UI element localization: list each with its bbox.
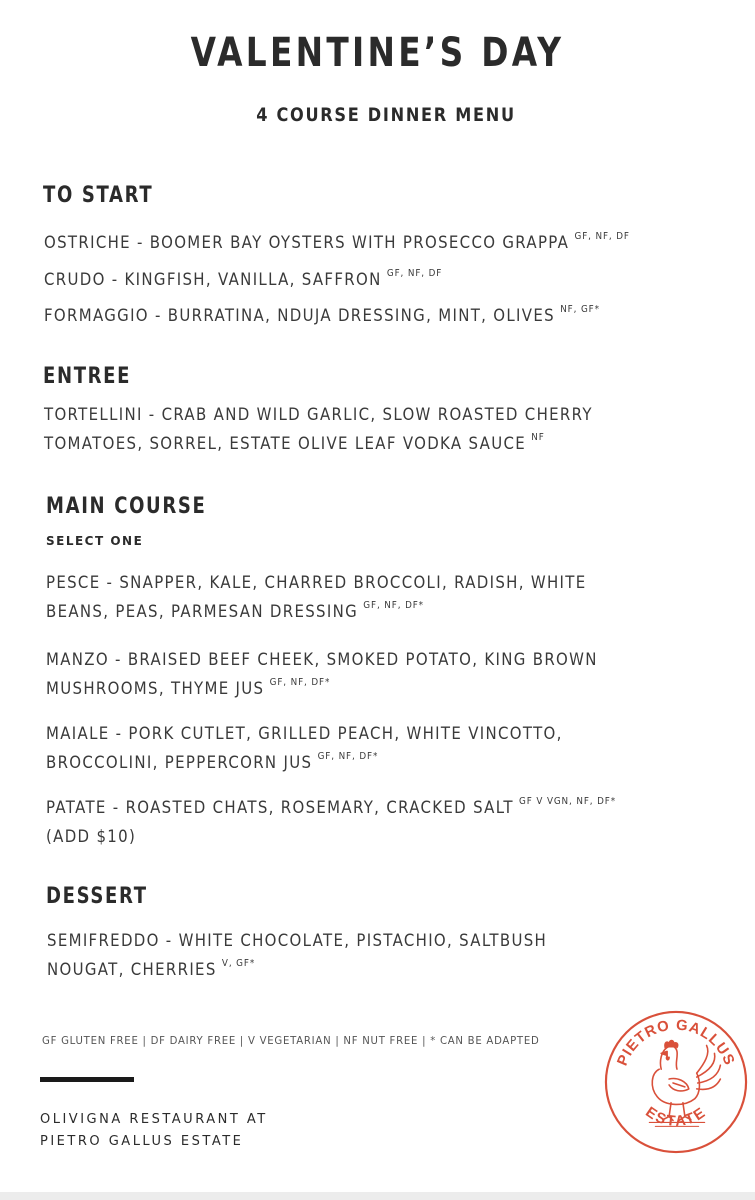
menu-item xyxy=(46,646,598,704)
section-heading-entree: ENTREE xyxy=(43,364,132,389)
item-text: CRUDO - KINGFISH, VANILLA, SAFFRON xyxy=(44,270,382,290)
menu-item xyxy=(44,229,630,258)
item-text-line: BEANS, PEAS, PARMESAN DRESSING xyxy=(46,602,359,622)
logo-bottom-text: ESTATE xyxy=(642,1104,710,1131)
section-heading-main-course: MAIN COURSE xyxy=(46,494,207,519)
item-text-line: TORTELLINI - CRAB AND WILD GARLIC, SLOW ROASTED CHERRY xyxy=(44,405,593,425)
menu-item xyxy=(44,266,442,295)
menu-item xyxy=(46,720,563,778)
logo-top-text: PIETRO GALLUS xyxy=(614,1017,738,1069)
dietary-legend: GF GLUTEN FREE | DF DAIRY FREE | V VEGETARIAN | NF NUT FREE | * CAN BE ADAPTED xyxy=(42,1034,540,1047)
item-text-line: BROCCOLINI, PEPPERCORN JUS xyxy=(46,753,313,773)
section-heading-to-start: TO START xyxy=(43,183,154,208)
diet-tags: GF, NF, DF xyxy=(574,231,630,242)
menu-item xyxy=(46,794,616,852)
menu-item xyxy=(46,569,587,627)
item-text-line: (ADD $10) xyxy=(46,827,137,847)
item-text-line: TOMATOES, SORREL, ESTATE OLIVE LEAF VODKA SAUCE xyxy=(44,434,527,454)
item-text-line: PATATE - ROASTED CHATS, ROSEMARY, CRACKED SALT xyxy=(46,798,514,818)
page-subtitle: 4 COURSE DINNER MENU xyxy=(256,104,516,126)
item-text-line: MAIALE - PORK CUTLET, GRILLED PEACH, WHITE VINCOTTO, xyxy=(46,724,563,744)
item-text-line: NOUGAT, CHERRIES xyxy=(47,960,217,980)
page-bottom-edge xyxy=(0,1192,755,1200)
footer-line-1: OLIVIGNA RESTAURANT AT xyxy=(40,1112,268,1127)
divider xyxy=(40,1077,134,1082)
diet-tags: GF, NF, DF* xyxy=(317,751,379,762)
diet-tags: GF V VGN, NF, DF* xyxy=(519,796,617,807)
item-text-line: PESCE - SNAPPER, KALE, CHARRED BROCCOLI, RADISH, WHITE xyxy=(46,573,587,593)
diet-tags: NF, GF* xyxy=(560,304,600,315)
diet-tags: GF, NF, DF* xyxy=(269,677,331,688)
item-text: OSTRICHE - BOOMER BAY OYSTERS WITH PROSECCO GRAPPA xyxy=(44,233,570,253)
item-text: FORMAGGIO - BURRATINA, NDUJA DRESSING, MINT, OLIVES xyxy=(44,306,555,326)
menu-item xyxy=(47,927,547,985)
diet-tags: V, GF* xyxy=(221,958,256,969)
item-text-line: SEMIFREDDO - WHITE CHOCOLATE, PISTACHIO, SALTBUSH xyxy=(47,931,548,951)
estate-logo xyxy=(602,1008,750,1156)
page-title: VALENTINE’S DAY xyxy=(190,30,565,76)
menu-item xyxy=(44,401,593,459)
item-text-line: MUSHROOMS, THYME JUS xyxy=(46,679,265,699)
diet-tags: GF, NF, DF xyxy=(386,268,443,279)
menu-item xyxy=(44,302,600,331)
section-heading-dessert: DESSERT xyxy=(46,884,148,909)
section-subheading: SELECT ONE xyxy=(46,534,144,548)
item-text-line: MANZO - BRAISED BEEF CHEEK, SMOKED POTATO, KING BROWN xyxy=(46,650,598,670)
footer-line-2: PIETRO GALLUS ESTATE xyxy=(40,1134,244,1149)
diet-tags: GF, NF, DF* xyxy=(363,600,424,611)
diet-tags: NF xyxy=(531,432,545,443)
